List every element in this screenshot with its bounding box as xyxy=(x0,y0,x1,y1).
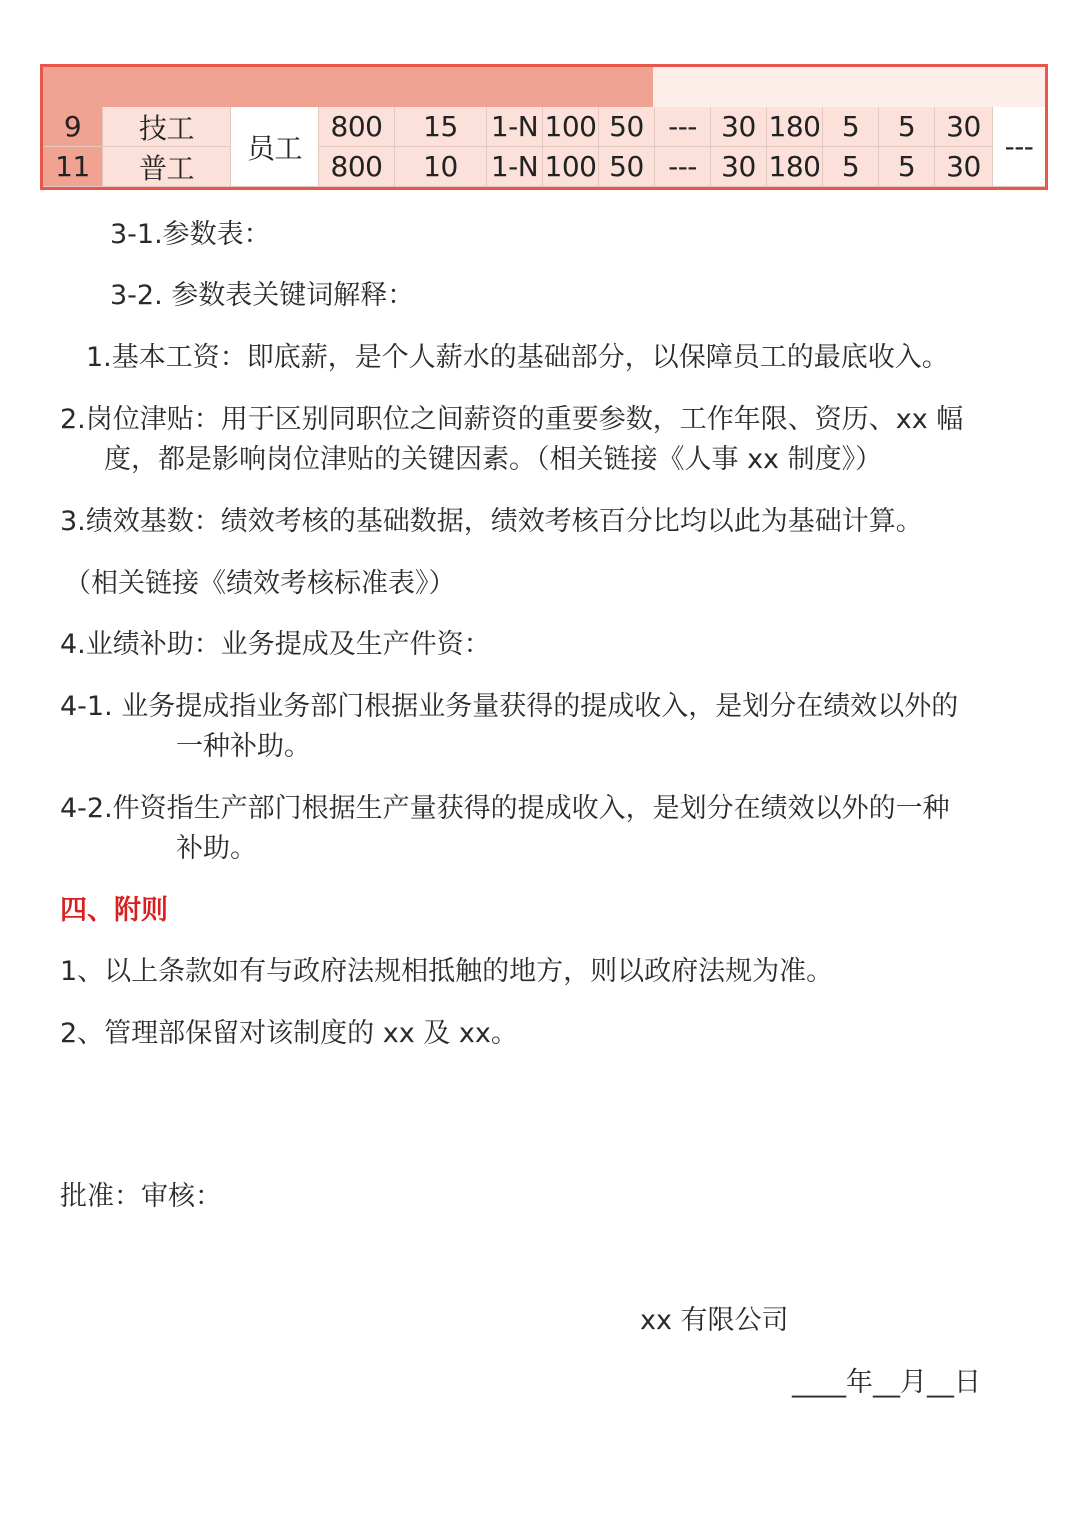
table-cell: 800 xyxy=(319,107,395,147)
item-4-2: 4-2.件资指生产部门根据生产量获得的提成收入，是划分在绩效以外的一种 xyxy=(60,793,950,824)
row-number: 11 xyxy=(43,147,103,187)
table-cell: 1-N xyxy=(487,147,543,187)
table-cell: 100 xyxy=(543,147,599,187)
table-cell-last: --- xyxy=(993,107,1045,187)
position-cell: 普工 xyxy=(103,147,231,187)
table-cell: 15 xyxy=(395,107,487,147)
table-cell: 50 xyxy=(599,107,655,147)
table-header-band-right xyxy=(653,67,1045,107)
item-4-2-cont: 补助。 xyxy=(176,833,257,864)
rule-1: 1、以上条款如有与政府法规相抵触的地方，则以政府法规为准。 xyxy=(60,956,834,987)
param-keywords-label: 3-2. 参数表关键词解释： xyxy=(110,280,415,311)
param-table-label: 3-1.参数表： xyxy=(110,219,271,250)
item-performance-base: 3.绩效基数：绩效考核的基础数据，绩效考核百分比均以此为基础计算。 xyxy=(60,506,923,537)
table-cell: 30 xyxy=(935,147,993,187)
category-cell: 员工 xyxy=(231,107,319,187)
performance-link: （相关链接《绩效考核标准表》） xyxy=(64,568,456,599)
table-cell: 10 xyxy=(395,147,487,187)
table-cell: --- xyxy=(655,147,711,187)
item-achievement-subsidy: 4.业绩补助：业务提成及生产件资： xyxy=(60,629,491,660)
table-cell: 30 xyxy=(935,107,993,147)
position-cell: 技工 xyxy=(103,107,231,147)
table-cell: 5 xyxy=(823,107,879,147)
item-post-allowance-cont: 度，都是影响岗位津贴的关键因素。（相关链接《人事 xx 制度》） xyxy=(104,444,883,475)
table-cell: 180 xyxy=(767,147,823,187)
section-heading-appendix: 四、附则 xyxy=(60,895,168,926)
table-cell: 30 xyxy=(711,147,767,187)
approval-line: 批准：审核： xyxy=(60,1181,222,1212)
item-4-1: 4-1. 业务提成指业务部门根据业务量获得的提成收入，是划分在绩效以外的 xyxy=(60,691,959,722)
table-cell: 5 xyxy=(879,147,935,187)
salary-table xyxy=(40,64,1048,190)
table-cell: 5 xyxy=(823,147,879,187)
table-body xyxy=(43,107,1045,187)
table-cell: 5 xyxy=(879,107,935,147)
table-cell: 30 xyxy=(711,107,767,147)
table-cell: 180 xyxy=(767,107,823,147)
table-cell: 800 xyxy=(319,147,395,187)
table-cell: 100 xyxy=(543,107,599,147)
item-post-allowance: 2.岗位津贴：用于区别同职位之间薪资的重要参数，工作年限、资历、xx 幅 xyxy=(60,404,964,435)
rule-2: 2、管理部保留对该制度的 xx 及 xx。 xyxy=(60,1018,518,1049)
table-cell: 50 xyxy=(599,147,655,187)
item-4-1-cont: 一种补助。 xyxy=(176,731,311,762)
table-cell: 1-N xyxy=(487,107,543,147)
item-basic-salary: 1.基本工资：即底薪，是个人薪水的基础部分，以保障员工的最底收入。 xyxy=(86,342,949,373)
company-name: xx 有限公司 xyxy=(640,1305,789,1336)
row-number: 9 xyxy=(43,107,103,147)
date-line: ____年__月__日 xyxy=(792,1367,981,1398)
table-header-band-left xyxy=(43,67,653,107)
table-cell: --- xyxy=(655,107,711,147)
